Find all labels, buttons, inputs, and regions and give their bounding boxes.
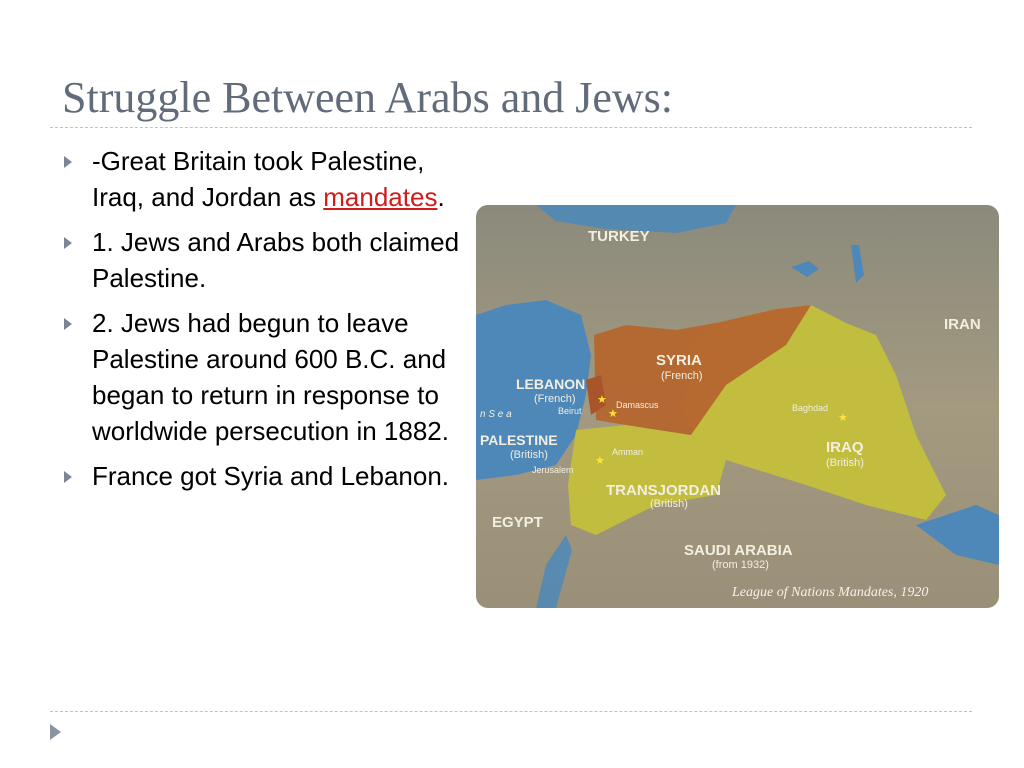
bullet-item-3 — [62, 305, 482, 449]
label-baghdad: Baghdad — [792, 403, 829, 413]
bullet-arrow-icon — [64, 156, 72, 168]
label-iraq: IRAQ — [826, 439, 864, 456]
bullet-arrow-icon — [64, 318, 72, 330]
label-lebanon: LEBANON — [516, 376, 586, 392]
label-syria: SYRIA — [656, 352, 702, 369]
title-divider — [50, 127, 972, 128]
bullet-text: 1. Jews and Arabs both claimed Palestine. — [92, 227, 460, 293]
label-lebanon-sub: (French) — [534, 393, 576, 405]
label-syria-sub: (French) — [661, 370, 703, 382]
label-egypt: EGYPT — [492, 514, 543, 531]
label-iran: IRAN — [944, 316, 981, 333]
capital-star-icon: ★ — [597, 394, 607, 406]
capital-star-icon: ★ — [595, 455, 605, 467]
label-damascus: Damascus — [616, 400, 659, 410]
label-jerusalem: Jerusalem — [532, 465, 574, 475]
label-saudi-arabia: SAUDI ARABIA — [684, 542, 793, 559]
label-turkey: TURKEY — [588, 228, 650, 245]
bullet-list — [62, 143, 482, 503]
bullet-item-2 — [62, 224, 482, 296]
label-transjordan-sub: (British) — [650, 498, 688, 510]
label-beirut: Beirut — [558, 406, 582, 416]
bullet-arrow-icon — [64, 471, 72, 483]
bullet-arrow-icon — [64, 237, 72, 249]
label-iraq-sub: (British) — [826, 457, 864, 469]
label-amman: Amman — [612, 447, 644, 457]
label-transjordan: TRANSJORDAN — [606, 482, 722, 499]
play-arrow-icon[interactable] — [50, 724, 61, 740]
map-caption: League of Nations Mandates, 1920 — [732, 585, 929, 600]
label-saudi-sub: (from 1932) — [712, 559, 769, 571]
bullet-text: -Great Britain took Palestine, Iraq, and Jordan as — [92, 146, 425, 212]
bullet-text: France got Syria and Lebanon. — [92, 461, 450, 491]
bullet-text-end: . — [437, 182, 445, 212]
mandates-map — [476, 205, 999, 608]
slide-title: Struggle Between Arabs and Jews: — [62, 73, 673, 122]
bullet-item-4 — [62, 458, 482, 494]
mandates-link[interactable]: mandates — [323, 182, 438, 212]
bullet-item-1 — [62, 143, 482, 215]
footer-divider — [50, 711, 972, 712]
capital-star-icon: ★ — [608, 408, 618, 420]
label-palestine-sub: (British) — [510, 449, 548, 461]
bullet-text: 2. Jews had begun to leave Palestine around 600 B.C. and began to return in response to worldwide persecution in 1882. — [92, 308, 449, 446]
capital-star-icon: ★ — [838, 412, 848, 424]
label-sea: n S e a — [480, 409, 512, 420]
label-palestine: PALESTINE — [480, 432, 558, 448]
